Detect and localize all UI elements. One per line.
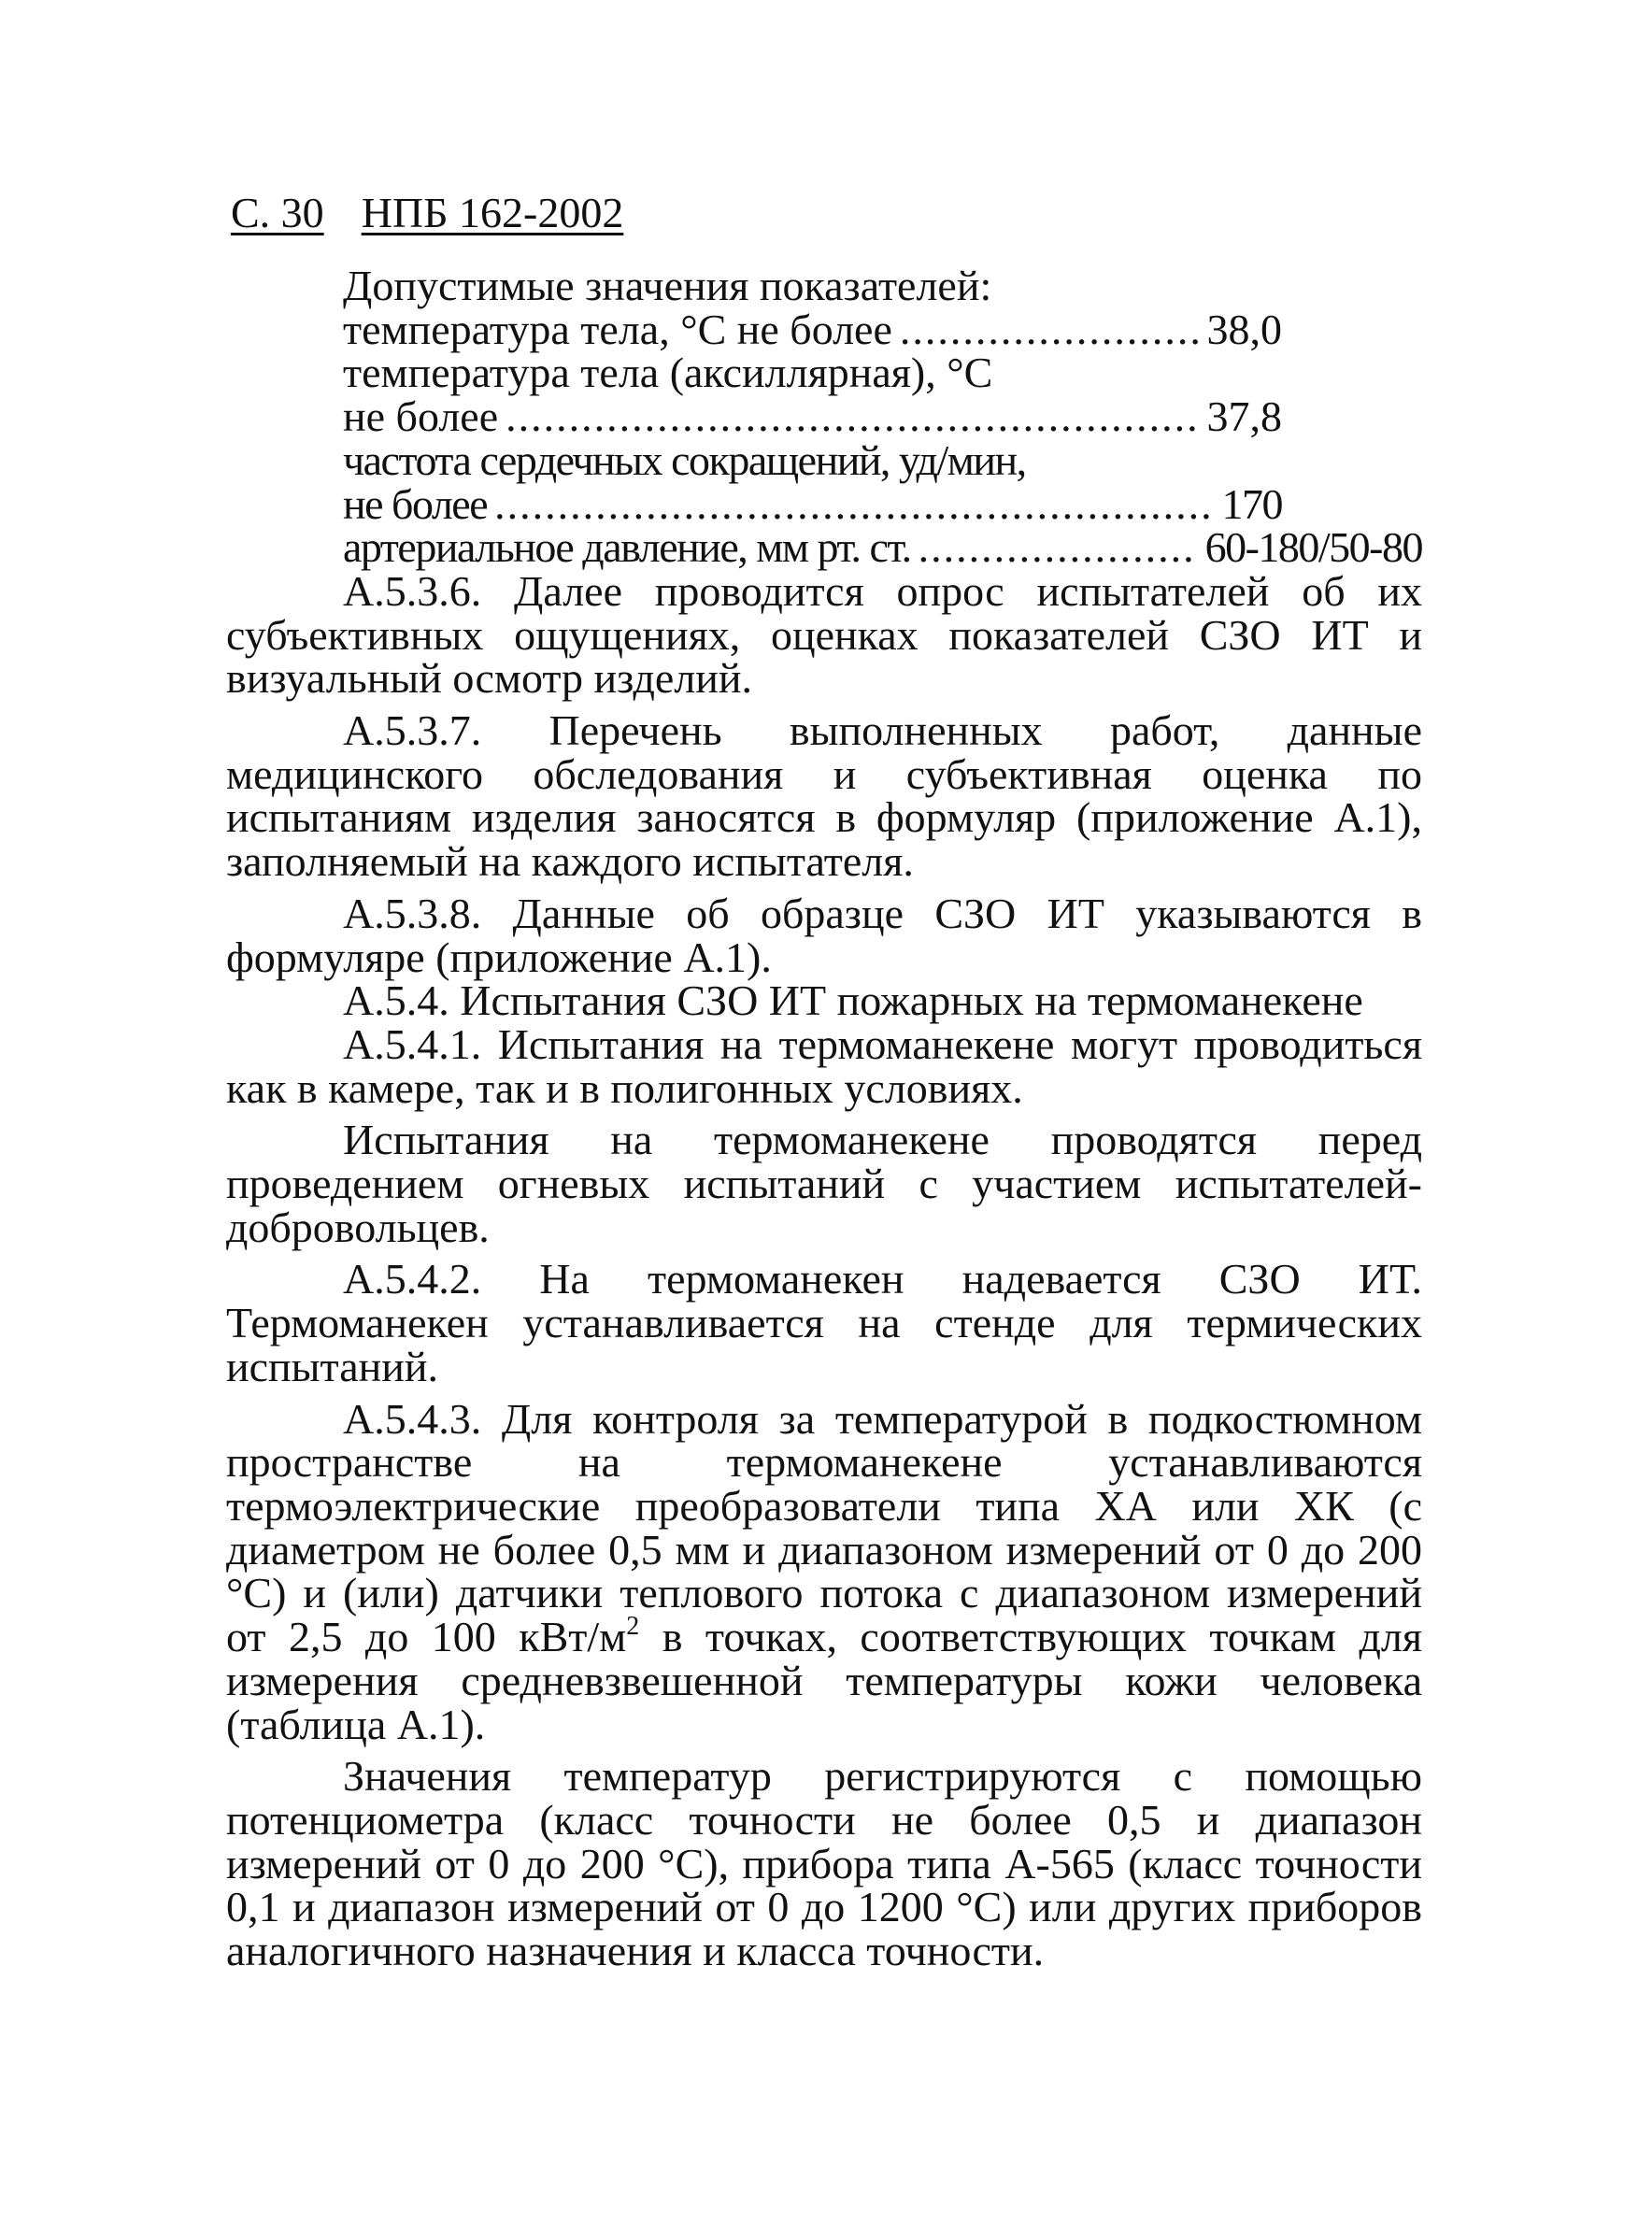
indicator-value: 60-180/50-80: [1204, 523, 1422, 572]
paragraph-a542: А.5.4.2. На термоманекен надевается СЗО ИТ. Термоманекен устанавливается на стенде для термических испытаний.: [226, 1255, 1422, 1390]
page-header: [231, 187, 623, 239]
paragraph-a543-text-start: А.5.4.3. Для контроля за температурой в подкостюмном пространстве на термоманекене устанавливаются термоэлектрические преобразователи типа ХА или ХК (с диаметром не более 0,5 мм и диапазоном измерений от 0 до 200 °С) и (или) датчики теплового потока с диапазоном измерений от 2,5 до 100 кВт/м: [226, 1394, 1422, 1661]
superscript-squared: 2: [626, 1612, 640, 1642]
indicator-label: не более: [343, 479, 488, 528]
page-content: [226, 264, 1422, 1973]
page-number: С. 30: [231, 189, 324, 236]
leader-dots: [919, 526, 1198, 570]
paragraph-temperature-registration: Значения температур регистрируются с помощью потенциометра (класс точности не более 0,5 и диапазон измерений от 0 до 200 °С), прибора типа А-565 (класс точности 0,1 и диапазон измерений от 0 до 1200 °С) или других приборов аналогичного назначения и класса точности.: [226, 1752, 1422, 1975]
indicator-value: 37,8: [1206, 392, 1282, 441]
leader-dots: [494, 483, 1214, 527]
indicators-list: [343, 264, 1422, 570]
paragraph-thermo-manikin-tests: Испытания на термоманекене проводятся перед проведением огневых испытаний с участием испытателей-добровольцев.: [226, 1116, 1422, 1251]
indicator-row-body-temp: [343, 305, 1282, 353]
indicator-value: 38,0: [1206, 305, 1282, 353]
leader-dots: [506, 395, 1199, 439]
indicator-row-axillary-temp: [343, 392, 1282, 441]
paragraph-a537: А.5.3.7. Перечень выполненных работ, данные медицинского обследования и субъективная оценка по испытаниям изделия заносятся в формуляр (приложение А.1), заполняемый на каждого испытателя.: [226, 706, 1422, 886]
indicator-label: артериальное давление, мм рт. ст.: [343, 523, 911, 572]
indicator-value: 170: [1221, 479, 1282, 528]
paragraph-a543-text-end: в точках, соответствующих точкам для измерения средневзвешенной температуры кожи человека (таблица А.1).: [226, 1613, 1422, 1748]
indicator-label-line1: частота сердечных сокращений, уд/мин,: [343, 435, 1026, 484]
indicator-row-blood-pressure: [343, 523, 1422, 572]
leader-dots: [900, 308, 1200, 352]
indicators-title: Допустимые значения показателей:: [343, 262, 992, 309]
paragraph-a536: А.5.3.6. Далее проводится опрос испытателей об их субъективных ощущениях, оценках показателей СЗО ИТ и визуальный осмотр изделий.: [226, 566, 1422, 703]
indicator-label: температура тела, °С не более: [343, 305, 892, 353]
indicator-label: не более: [343, 392, 499, 441]
indicator-label-line1: температура тела (аксиллярная), °С: [343, 349, 993, 397]
paragraph-a538: А.5.3.8. Данные об образце СЗО ИТ указываются в формуляре (приложение А.1).: [226, 889, 1422, 981]
paragraph-a541: А.5.4.1. Испытания на термоманекене могут проводиться как в камере, так и в полигонных условиях.: [226, 1019, 1422, 1112]
paragraph-a54-heading: А.5.4. Испытания СЗО ИТ пожарных на термоманекене: [343, 976, 1363, 1025]
document-code: НПБ 162-2002: [361, 189, 624, 236]
indicator-row-heart-rate: [343, 479, 1282, 528]
paragraph-a543: [226, 1394, 1422, 1748]
